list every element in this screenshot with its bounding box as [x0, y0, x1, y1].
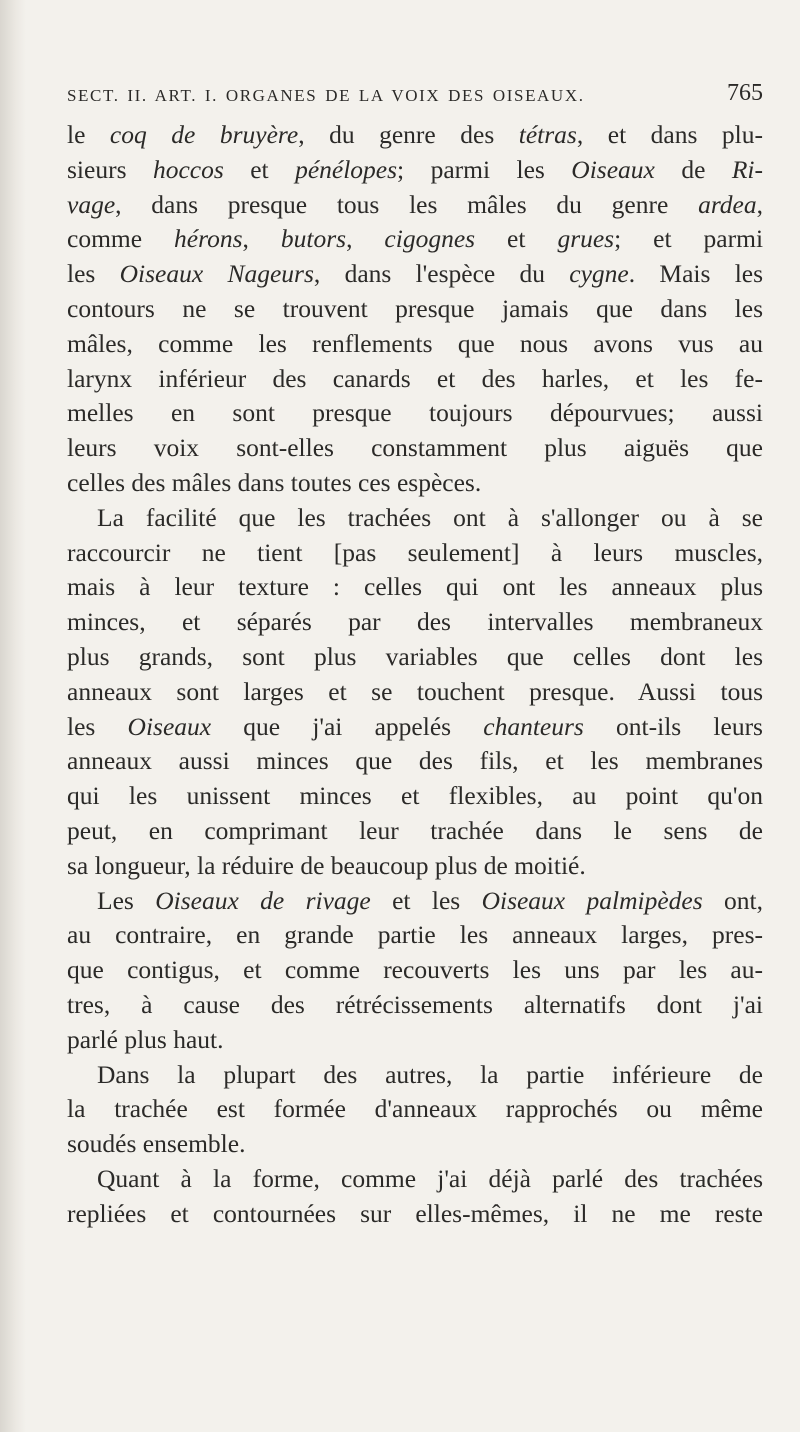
text-line — [67, 953, 763, 988]
text-segment: plus grands, sont plus variables que celles dont les — [67, 641, 763, 671]
text-segment: au contraire, en grande partie les anneaux larges, pres- — [67, 920, 763, 950]
text-line — [67, 605, 763, 640]
text-line — [67, 779, 763, 814]
text-segment: comme — [67, 224, 175, 254]
text-segment: les — [67, 711, 128, 741]
text-line — [67, 744, 763, 779]
text-line — [67, 918, 763, 953]
page-number: 765 — [727, 80, 763, 106]
italic-text: coq de bruyère — [109, 120, 299, 149]
text-segment: et — [475, 224, 558, 254]
text-segment: , — [756, 189, 763, 219]
text-segment: melles en sont presque toujours dépourvues; aussi — [67, 398, 763, 428]
text-line — [67, 257, 763, 292]
italic-text: hoccos — [152, 154, 224, 184]
text-segment: mâles, comme les renflements que nous avons vus au — [67, 328, 763, 358]
text-segment: , et dans plu- — [576, 120, 763, 149]
text-segment: que j'ai appelés — [211, 711, 484, 741]
text-line — [67, 710, 763, 745]
text-segment: et les — [370, 885, 482, 915]
text-line — [67, 118, 763, 153]
text-segment: les — [67, 259, 120, 289]
page-header — [67, 80, 763, 114]
running-head: SECT. II. ART. I. ORGANES DE LA VOIX DES OISEAUX. — [67, 86, 585, 105]
text-line — [67, 431, 763, 466]
text-segment: ont, — [702, 885, 763, 915]
text-segment: La facilité que les trachées ont à s'allonger ou à se — [97, 502, 763, 532]
text-segment: repliées et contournées sur elles-mêmes, il ne me reste — [67, 1198, 763, 1228]
text-segment: qui les unissent minces et flexibles, au point qu'on — [67, 781, 763, 811]
text-segment: ; parmi les — [397, 154, 572, 184]
text-line — [67, 640, 763, 675]
text-segment: le — [67, 120, 110, 149]
text-segment: Quant à la forme, comme j'ai déjà parlé des trachées — [97, 1163, 763, 1193]
italic-text: pénélopes — [295, 154, 398, 184]
text-segment: ont-ils leurs — [583, 711, 763, 741]
italic-text: tétras — [518, 120, 577, 149]
text-segment: leurs voix sont-elles constamment plus aiguës que — [67, 433, 763, 463]
text-segment: sa longueur, la réduire de beaucoup plus de moitié. — [67, 850, 586, 880]
text-segment: de — [654, 154, 732, 184]
text-segment: anneaux aussi minces que des fils, et les membranes — [67, 746, 763, 776]
text-segment: la trachée est formée d'anneaux rapprochés ou même — [67, 1094, 763, 1124]
italic-text: ardea — [698, 189, 757, 219]
italic-text: Oiseaux — [571, 154, 655, 184]
text-line — [67, 1092, 763, 1127]
text-segment: . Mais les — [628, 259, 763, 289]
text-line — [67, 1127, 763, 1162]
text-segment: , dans l'espèce du — [313, 259, 570, 289]
italic-text: Oiseaux — [127, 711, 212, 741]
text-segment: mais à leur texture : celles qui ont les anneaux plus — [67, 572, 763, 602]
text-segment: , du genre des — [298, 120, 519, 149]
text-line — [67, 675, 763, 710]
text-segment: tres, à cause des rétrécissements alternatifs dont j'ai — [67, 989, 763, 1019]
text-segment: ; et parmi — [614, 224, 763, 254]
italic-text: chanteurs — [483, 711, 584, 741]
text-line — [67, 501, 763, 536]
text-line — [67, 1162, 763, 1197]
italic-text: Ri- — [731, 154, 763, 184]
text-segment: minces, et séparés par des intervalles membraneux — [67, 607, 763, 637]
text-segment: sieurs — [67, 154, 153, 184]
italic-text: Oiseaux palmipèdes — [481, 885, 703, 915]
text-line — [67, 153, 763, 188]
italic-text: cigognes — [384, 224, 476, 254]
text-segment: Dans la plupart des autres, la partie inférieure de — [97, 1059, 763, 1089]
text-segment: parlé plus haut. — [67, 1024, 224, 1054]
text-segment: contours ne se trouvent presque jamais que dans les — [67, 293, 763, 323]
text-line — [67, 849, 763, 884]
italic-text: butors — [280, 224, 347, 254]
text-segment: anneaux sont larges et se touchent presque. Aussi tous — [67, 676, 763, 706]
text-segment: Les — [97, 885, 156, 915]
text-line — [67, 1023, 763, 1058]
italic-text: vage — [67, 189, 116, 219]
text-segment: larynx inférieur des canards et des harles, et les fe- — [67, 363, 763, 393]
text-line — [67, 988, 763, 1023]
text-segment: , dans presque tous les mâles du genre — [115, 189, 699, 219]
text-line — [67, 396, 763, 431]
body-text — [67, 118, 763, 1232]
text-segment: raccourcir ne tient [pas seulement] à leurs muscles, — [67, 537, 763, 567]
text-line — [67, 814, 763, 849]
text-line — [67, 327, 763, 362]
text-line — [67, 362, 763, 397]
text-segment: que contigus, et comme recouverts les uns par les au- — [67, 955, 763, 985]
text-line — [67, 1197, 763, 1232]
text-segment: , — [242, 224, 281, 254]
text-line — [67, 570, 763, 605]
page-gutter-shadow — [0, 0, 26, 1432]
italic-text: grues — [557, 224, 615, 254]
text-line — [67, 884, 763, 919]
text-line — [67, 466, 763, 501]
italic-text: hérons — [174, 224, 243, 254]
italic-text: Oiseaux Nageurs — [119, 259, 314, 289]
text-segment: celles des mâles dans toutes ces espèces. — [67, 467, 482, 497]
text-segment: peut, en comprimant leur trachée dans le sens de — [67, 815, 763, 845]
text-segment: et — [223, 154, 296, 184]
text-segment: soudés ensemble. — [67, 1129, 246, 1159]
text-line — [67, 1058, 763, 1093]
text-line — [67, 292, 763, 327]
text-segment: , — [346, 224, 385, 254]
italic-text: Oiseaux de rivage — [155, 885, 371, 915]
text-line — [67, 222, 763, 257]
italic-text: cygne — [569, 259, 629, 289]
text-line — [67, 536, 763, 571]
text-line — [67, 188, 763, 223]
